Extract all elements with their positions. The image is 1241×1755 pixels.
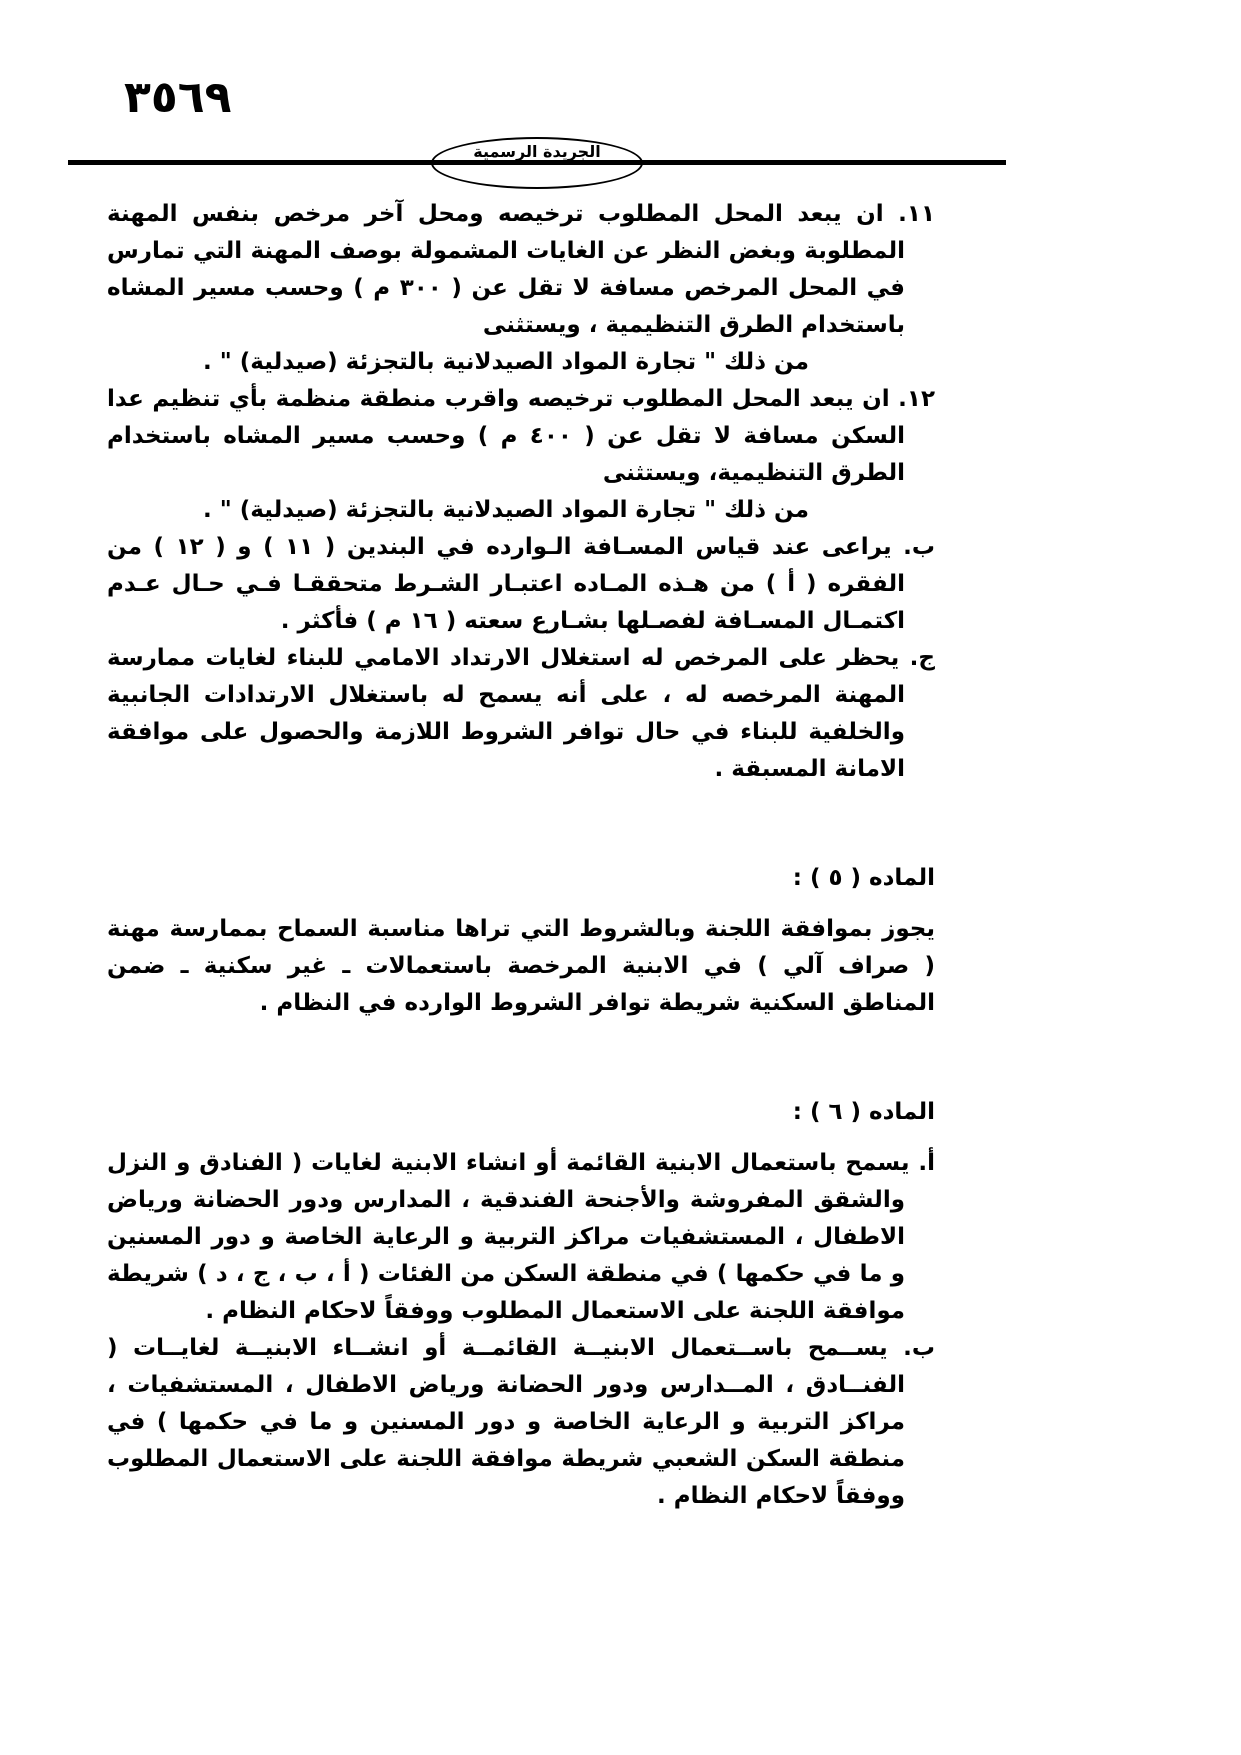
page-number: ٣٥٦٩	[124, 72, 232, 123]
article-5-heading: الماده ( ٥ ) :	[792, 865, 935, 891]
article-5-body: يجوز بموافقة اللجنة وبالشروط التي تراها مناسبة السماح بممارسة مهنة ( صراف آلي ) في الابنية المرخصة باستعمالات ـ غير سكنية ـ ضمن المناطق السكنية شريطة توافر الشروط الوارده في النظام .	[107, 916, 935, 1016]
clause-12-tail: من ذلك " تجارة المواد الصيدلانية بالتجزئة (صيدلية) " .	[203, 497, 809, 523]
article-6-heading: الماده ( ٦ ) :	[792, 1099, 935, 1125]
clause-j: ج. يحظر على المرخص له استغلال الارتداد الامامي للبناء لغايات ممارسة المهنة المرخصه له ، على أنه يسمح له باستغلال الارتدادات الجانبية والخلفية للبناء في حال توافر الشروط اللازمة والحصول على موافقة الامانة المسبقة .	[107, 645, 935, 782]
article-6-item-b: ب. يســمح باســتعمال الابنيــة القائمــة أو انشــاء الابنيــة لغايــات ( الفنــادق ، المــدارس ودور الحضانة ورياض الاطفال ، المستشفيات ، مراكز التربية و الرعاية الخاصة و دور المسنين و ما في حكمها ) في منطقة السكن الشعبي شريطة موافقة اللجنة على الاستعمال المطلوب ووفقاً لاحكام النظام .	[107, 1335, 935, 1509]
gazette-header	[68, 137, 1006, 189]
gazette-title: الجريدة الرسمية	[473, 142, 601, 161]
article-6-item-a: أ. يسمح باستعمال الابنية القائمة أو انشاء الابنية لغايات ( الفنادق و النزل والشقق المفروشة والأجنحة الفندقية ، المدارس ودور الحضانة ورياض الاطفال ، المستشفيات مراكز التربية و الرعاية الخاصة و دور المسنين و ما في حكمها ) في منطقة السكن من الفئات ( أ ، ب ، ج ، د ) شريطة موافقة اللجنة على الاستعمال المطلوب ووفقاً لاحكام النظام .	[107, 1150, 935, 1324]
document-body	[107, 196, 935, 1515]
clause-12-text: ١٢. ان يبعد المحل المطلوب ترخيصه واقرب منطقة منظمة بأي تنظيم عدا السكن مسافة لا تقل عن ( ٤٠٠ م ) وحسب مسير المشاه باستخدام الطرق التنظيمية، ويستثنى	[107, 386, 935, 486]
clause-12	[107, 381, 935, 529]
clause-11-text: ١١. ان يبعد المحل المطلوب ترخيصه ومحل آخر مرخص بنفس المهنة المطلوبة وبغض النظر عن الغايات المشمولة بوصف المهنة التي تمارس في المحل المرخص مسافة لا تقل عن ( ٣٠٠ م ) وحسب مسير المشاه باستخدام الطرق التنظيمية ، ويستثنى	[107, 201, 935, 338]
clause-b: ب. يراعى عند قياس المسـافة الـوارده في البندين ( ١١ ) و ( ١٢ ) من الفقره ( أ ) من هـذه المـاده اعتبـار الشـرط متحققـا فـي حـال عـدم اكتمـال المسـافة لفصـلها بشـارع سعته ( ١٦ م ) فأكثر .	[107, 534, 935, 634]
clause-11-tail: من ذلك " تجارة المواد الصيدلانية بالتجزئة (صيدلية) " .	[203, 349, 809, 375]
clause-11	[107, 196, 935, 381]
gazette-title-oval	[431, 137, 643, 189]
